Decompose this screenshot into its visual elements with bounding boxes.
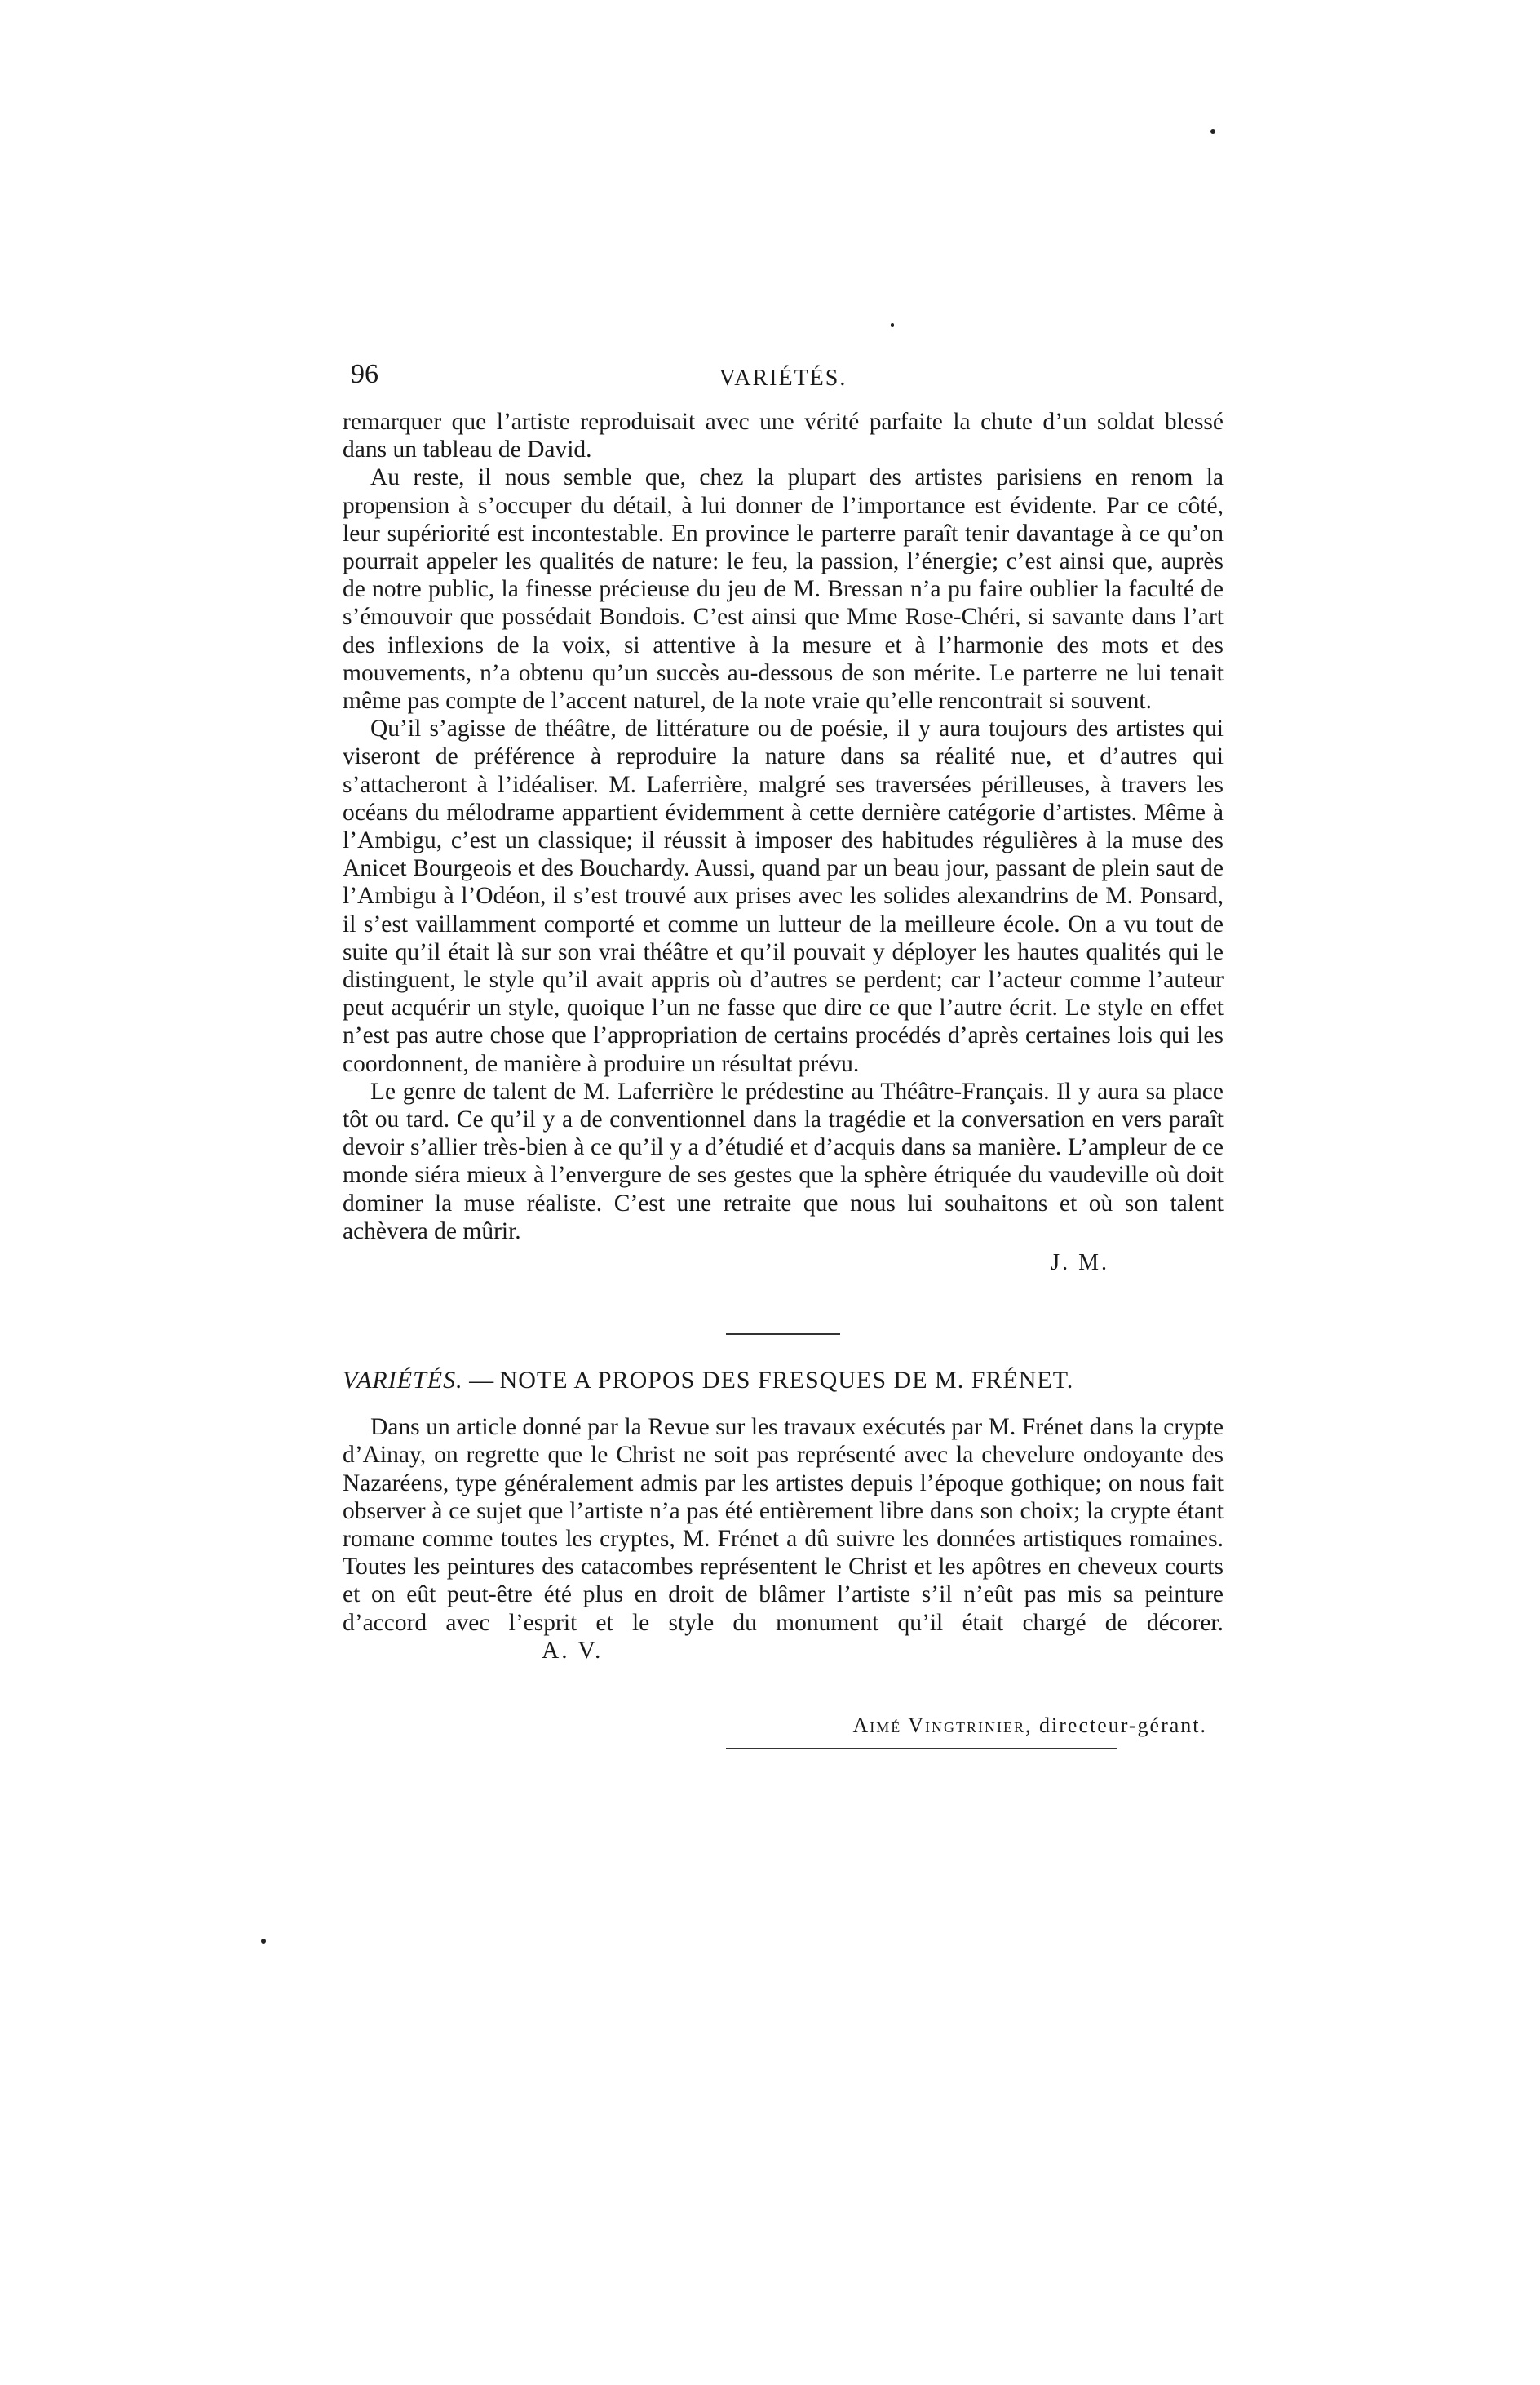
note-heading xyxy=(343,1364,1224,1397)
footer-rule xyxy=(726,1748,1117,1749)
article-paragraph: Qu’il s’agisse de théâtre, de littérature ou de poésie, il y aura toujours des artistes qui viseront de préférence à reproduire la nature dans sa réalité nue, et d’autres qui s’attacheront à l’idéaliser. M. Laferrière, malgré ses traversées périlleuses, à travers les océans du mélodrame appartient évidemment à cette dernière catégorie d’artistes. Même à l’Ambigu, c’est un classique; il réussit à imposer des habitudes régulières à la muse des Anicet Bourgeois et des Bouchardy. Aussi, quand par un beau jour, passant de plein saut de l’Ambigu à l’Odéon, il s’est trouvé aux prises avec les solides alexandrins de M. Ponsard, il s’est vaillamment comporté et comme un lutteur de la meilleure école. On a vu tout de suite qu’il était là sur son vrai théâtre et qu’il pouvait y déployer les hautes qualités qui le distinguent, le style qu’il avait appris où d’autres se perdent; car l’acteur comme l’auteur peut acquérir un style, quoique l’un ne fasse que dire ce que l’autre écrit. Le style en effet n’est pas autre chose que l’appropriation de certains procédés d’après certaines lois qui les coordonnent, de manière à produire un résultat prévu. xyxy=(343,716,1224,1077)
page-number: 96 xyxy=(351,359,378,389)
document-page xyxy=(343,359,1224,1749)
article-paragraph: Au reste, il nous semble que, chez la plupart des artistes parisiens en renom la propension à s’occuper du détail, à lui donner de l’importance est évidente. Par ce côté, leur supériorité est incontestable. En province le parterre paraît tenir davantage à ce qu’on pourrait appeler les qualités de nature: le feu, la passion, l’énergie; c’est ainsi que, auprès de notre public, la finesse précieuse du jeu de M. Bressan n’a pu faire oublier la faculté de s’émouvoir que possédait Bondois. C’est ainsi que Mme Rose-Chéri, si savante dans l’art des inflexions de la voix, si attentive à la mesure et à l’harmonie des mots et des mouvements, n’a obtenu qu’un succès au-dessous de son mérite. Le parterre ne lui tenait même pas compte de l’accent naturel, de la note vraie qu’elle rencontrait si souvent. xyxy=(343,464,1224,715)
page-header xyxy=(343,359,1224,408)
note-text: Dans un article donné par la Revue sur les travaux exécutés par M. Frénet dans la crypte d’Ainay, on regrette que le Christ ne soit pas représenté avec la chevelure ondoyante des Nazaréens, type généralement admis par les artistes depuis l’époque gothique; on nous fait observer à ce sujet que l’artiste n’a pas été entièrement libre dans son choix; la crypte étant romane comme toutes les cryptes, M. Frénet a dû suivre les données artistiques romaines. Toutes les peintures des catacombes représentent le Christ et les apôtres en cheveux courts et on eût peut-être été plus en droit de blâmer l’artiste s’il n’eût pas mis sa peinture d’accord avec l’esprit et le style du monument qu’il était chargé de décorer. xyxy=(343,1414,1224,1636)
note-heading-dash: — xyxy=(469,1367,494,1394)
note-paragraph xyxy=(343,1413,1224,1665)
print-speck xyxy=(1210,129,1215,134)
article-paragraph: Le genre de talent de M. Laferrière le prédestine au Théâtre-Français. Il y aura sa place tôt ou tard. Ce qu’il y a de conventionnel dans la tragédie et la conversation en vers paraît devoir s’allier très-bien à ce qu’il y a d’étudié et d’acquis dans sa manière. L’ampleur de ce monde siéra mieux à l’envergure de ses gestes que la sphère étriquée du vaudeville où doit dominer la muse réaliste. C’est une retraite que nous lui souhaitons et où son talent achèvera de mûrir. xyxy=(343,1078,1224,1244)
director-name: Aimé Vingtrinier xyxy=(852,1713,1026,1737)
note-body xyxy=(343,1413,1224,1665)
note-title: NOTE A PROPOS DES FRESQUES DE M. FRÉNET. xyxy=(499,1367,1074,1394)
print-speck xyxy=(891,323,894,327)
article-body xyxy=(343,408,1224,1245)
print-speck xyxy=(261,1939,266,1944)
director-role: , directeur-gérant. xyxy=(1025,1713,1207,1737)
article-paragraph: remarquer que l’artiste reproduisait avec une vérité parfaite la chute d’un soldat blessé dans un tableau de David. xyxy=(343,409,1224,463)
note-section-label: VARIÉTÉS. xyxy=(343,1367,463,1394)
article-signature: J. M. xyxy=(1051,1250,1109,1276)
note-signature: A. V. xyxy=(542,1637,604,1664)
publisher-credit xyxy=(343,1713,1224,1738)
running-head: VARIÉTÉS. xyxy=(719,366,847,391)
section-divider xyxy=(726,1333,840,1335)
